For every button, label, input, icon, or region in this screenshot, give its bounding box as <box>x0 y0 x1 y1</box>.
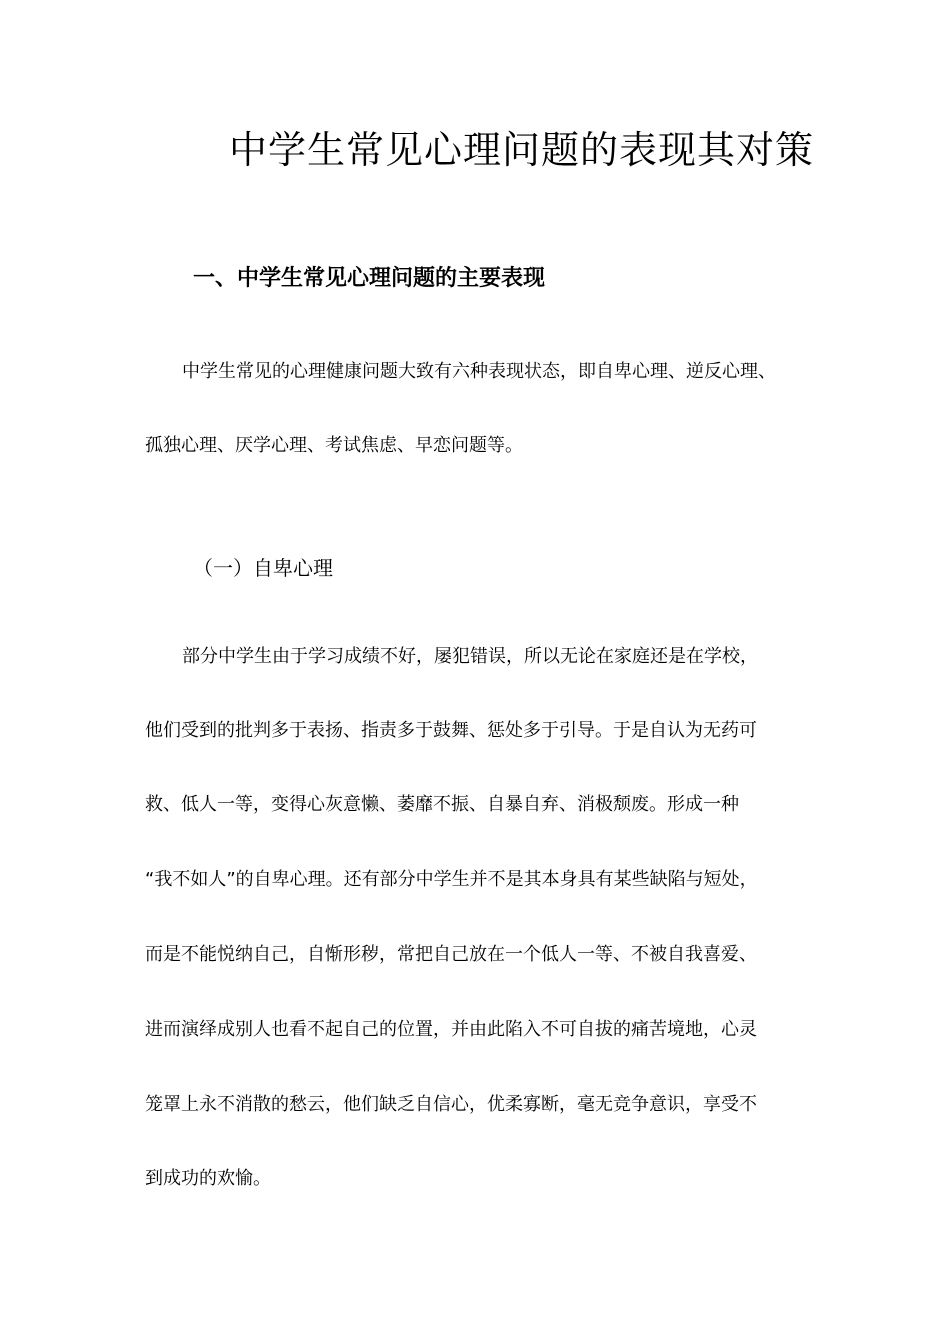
paragraph-line: 救、低人一等，变得心灰意懒、萎靡不振、自暴自弃、消极颓废。形成一种 <box>145 794 739 815</box>
paragraph-line: 他们受到的批判多于表扬、指责多于鼓舞、惩处多于引导。于是自认为无药可 <box>145 720 757 741</box>
paragraph-line: 笼罩上永不消散的愁云，他们缺乏自信心，优柔寡断，毫无竞争意识，享受不 <box>145 1094 757 1115</box>
subsection-heading: （一）自卑心理 <box>193 556 333 580</box>
paragraph-line: 中学生常见的心理健康问题大致有六种表现状态，即自卑心理、逆反心理、 <box>182 361 776 382</box>
document-title: 中学生常见心理问题的表现其对策 <box>229 128 815 172</box>
paragraph-line: “我不如人”的自卑心理。还有部分中学生并不是其本身具有某些缺陷与短处， <box>145 869 758 890</box>
paragraph-line: 而是不能悦纳自己，自惭形秽，常把自己放在一个低人一等、不被自我喜爱、 <box>145 944 757 965</box>
paragraph-line: 到成功的欢愉。 <box>145 1168 271 1189</box>
paragraph-line: 进而演绎成别人也看不起自己的位置，并由此陷入不可自拔的痛苦境地，心灵 <box>145 1019 757 1040</box>
paragraph-line: 孤独心理、厌学心理、考试焦虑、早恋问题等。 <box>145 435 523 456</box>
paragraph-line: 部分中学生由于学习成绩不好，屡犯错误，所以无论在家庭还是在学校， <box>182 646 758 667</box>
section-heading: 一、中学生常见心理问题的主要表现 <box>193 266 546 291</box>
